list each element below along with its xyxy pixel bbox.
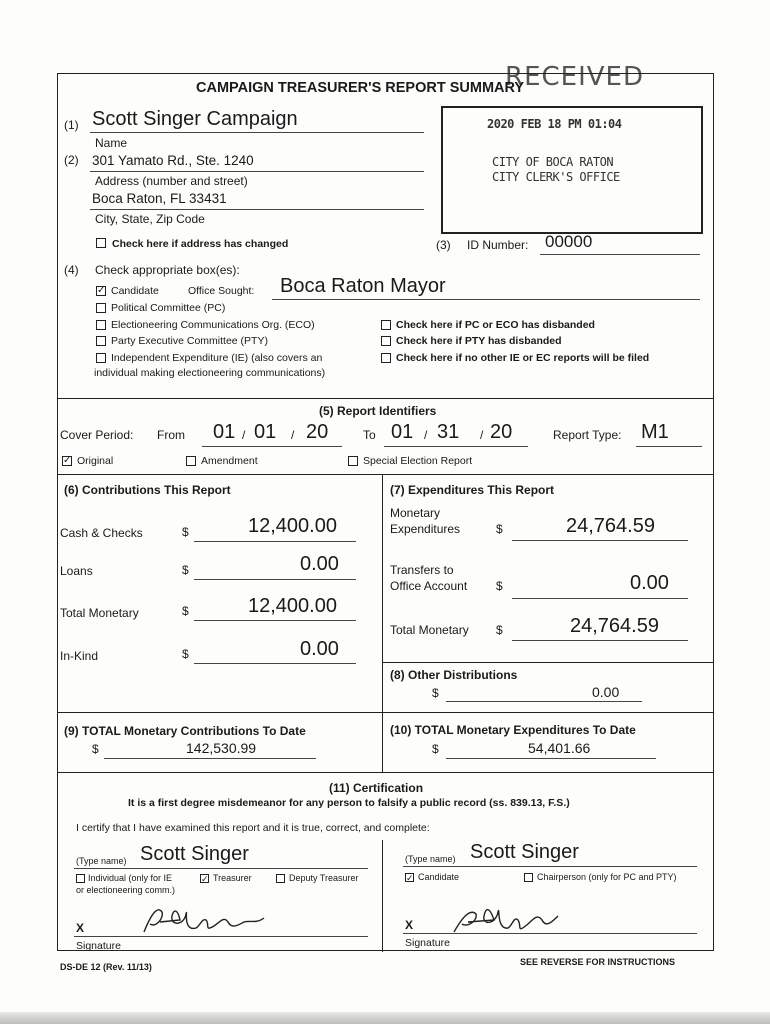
chairperson-label: Chairperson (only for PC and PTY) — [537, 872, 677, 882]
section2-number: (2) — [64, 153, 79, 167]
total-contrib-underline — [194, 620, 356, 621]
report-type-label: Report Type: — [553, 428, 622, 442]
original-label: Original — [77, 455, 114, 467]
form-title: CAMPAIGN TREASURER'S REPORT SUMMARY — [196, 80, 525, 96]
individual-checkbox[interactable] — [76, 874, 85, 883]
cert-candidate-label: Candidate — [418, 872, 460, 882]
monetary-exp-value[interactable]: 24,764.59 — [566, 515, 655, 537]
special-election-label: Special Election Report — [363, 455, 473, 467]
deputy-treasurer-checkbox[interactable] — [276, 874, 285, 883]
misdemeanor-warning: It is a first degree misdemeanor for any person to falsify a public record (ss. 839.13, F.S.) — [128, 797, 570, 809]
name-label: Name — [95, 136, 128, 150]
cover-period-label: Cover Period: — [60, 428, 134, 442]
name-underline — [90, 132, 424, 133]
amendment-checkbox[interactable] — [186, 456, 196, 466]
transfers-value[interactable]: 0.00 — [630, 572, 669, 594]
original-checkbox[interactable]: ✓ — [63, 455, 72, 466]
report-type-underline — [636, 446, 702, 447]
in-kind-dollar: $ — [182, 647, 189, 661]
total-monetary-contrib-label: Total Monetary — [60, 606, 139, 620]
to-month[interactable]: 01 — [391, 421, 414, 443]
monetary-exp-label2: Expenditures — [390, 522, 461, 536]
id-underline — [540, 254, 700, 255]
individual-label: Individual (only for IE — [88, 873, 173, 883]
to-day[interactable]: 31 — [437, 421, 460, 443]
city-label: City, State, Zip Code — [95, 212, 205, 226]
section8-heading: (8) Other Distributions — [390, 668, 518, 682]
office-sought-value[interactable]: Boca Raton Mayor — [280, 275, 446, 297]
received-stamp: RECEIVED — [505, 62, 644, 92]
contrib-to-date-underline — [104, 758, 316, 759]
left-name-underline — [74, 868, 368, 869]
section9-heading: (9) TOTAL Monetary Contributions To Date — [64, 724, 306, 738]
in-kind-label: In-Kind — [60, 649, 99, 663]
cash-underline — [194, 541, 356, 542]
no-other-reports-label: Check here if no other IE or EC reports will be filed — [396, 352, 650, 364]
pty-checkbox[interactable] — [96, 336, 106, 346]
total-monetary-exp-value[interactable]: 24,764.59 — [570, 615, 659, 637]
from-slash2: / — [291, 428, 295, 442]
in-kind-underline — [194, 663, 356, 664]
exp-to-date-underline — [446, 758, 656, 759]
right-signature-x: X — [405, 918, 414, 932]
ie-label-continued: individual making electioneering communications) — [94, 367, 326, 379]
deputy-treasurer-label: Deputy Treasurer — [289, 873, 359, 883]
total-contrib-dollar: $ — [182, 604, 189, 618]
city-value[interactable]: Boca Raton, FL 33431 — [92, 191, 227, 206]
pc-disbanded-label: Check here if PC or ECO has disbanded — [396, 319, 595, 331]
address-changed-label: Check here if address has changed — [112, 238, 289, 250]
office-underline — [272, 299, 700, 300]
cert-candidate-checkbox[interactable]: ✓ — [406, 873, 414, 883]
eco-label: Electioneering Communications Org. (ECO) — [111, 319, 315, 331]
pty-label: Party Executive Committee (PTY) — [111, 335, 268, 347]
to-label: To — [363, 428, 376, 442]
pty-disbanded-checkbox[interactable] — [381, 336, 391, 346]
right-type-name-label: (Type name) — [405, 854, 456, 864]
pc-disbanded-checkbox[interactable] — [381, 320, 391, 330]
eco-checkbox[interactable] — [96, 320, 106, 330]
divider-9-10 — [382, 712, 383, 772]
from-underline — [202, 446, 342, 447]
cash-checks-label: Cash & Checks — [60, 526, 143, 540]
to-slash2: / — [480, 428, 484, 442]
cash-checks-value[interactable]: 12,400.00 — [248, 515, 337, 537]
candidate-name[interactable]: Scott Singer — [470, 841, 579, 863]
monetary-exp-label: Monetary — [390, 506, 441, 520]
to-underline — [384, 446, 528, 447]
special-election-checkbox[interactable] — [348, 456, 358, 466]
id-number-label: ID Number: — [467, 238, 529, 252]
loans-value[interactable]: 0.00 — [300, 553, 339, 575]
right-name-underline — [403, 866, 697, 867]
scan-edge — [0, 1012, 770, 1024]
total-contrib-to-date-value[interactable]: 142,530.99 — [186, 740, 257, 756]
to-year[interactable]: 20 — [490, 421, 513, 443]
other-dist-underline — [446, 701, 642, 702]
divider-section5 — [57, 398, 714, 399]
divider-section8 — [382, 662, 714, 663]
candidate-checkbox[interactable]: ✓ — [97, 285, 106, 296]
section3-number: (3) — [436, 238, 451, 252]
from-month[interactable]: 01 — [213, 421, 236, 443]
office-sought-label: Office Sought: — [188, 285, 255, 297]
report-type-value[interactable]: M1 — [641, 421, 669, 443]
section11-heading: (11) Certification — [329, 781, 424, 795]
section6-heading: (6) Contributions This Report — [64, 483, 231, 497]
individual-label-continued: or electioneering comm.) — [76, 885, 176, 895]
pc-checkbox[interactable] — [96, 303, 106, 313]
monetary-exp-underline — [512, 540, 688, 541]
ie-label: Independent Expenditure (IE) (also covers an — [111, 352, 323, 364]
candidate-signature[interactable] — [450, 898, 570, 942]
stamp-office: CITY CLERK'S OFFICE — [492, 170, 620, 184]
section4-heading: Check appropriate box(es): — [95, 263, 240, 277]
right-signature-underline — [403, 933, 697, 934]
left-signature-underline — [74, 936, 368, 937]
divider-section6 — [57, 474, 714, 475]
address-label: Address (number and street) — [95, 174, 248, 188]
monetary-exp-dollar: $ — [496, 522, 503, 536]
stamp-city: CITY OF BOCA RATON — [492, 155, 614, 169]
address-underline — [90, 171, 424, 172]
form-id: DS-DE 12 (Rev. 11/13) — [60, 962, 152, 972]
left-signature-label: Signature — [76, 940, 121, 952]
transfers-dollar: $ — [496, 579, 503, 593]
in-kind-value[interactable]: 0.00 — [300, 638, 339, 660]
to-slash1: / — [424, 428, 428, 442]
amendment-label: Amendment — [201, 455, 258, 467]
treasurer-checkbox[interactable]: ✓ — [201, 874, 209, 884]
transfers-label2: Office Account — [390, 579, 468, 593]
total-exp-to-date-dollar: $ — [432, 742, 439, 756]
from-slash1: / — [242, 428, 246, 442]
id-number-value[interactable]: 00000 — [545, 232, 593, 251]
total-exp-to-date-value[interactable]: 54,401.66 — [528, 740, 591, 756]
pty-disbanded-label: Check here if PTY has disbanded — [396, 335, 562, 347]
address-value[interactable]: 301 Yamato Rd., Ste. 1240 — [92, 153, 254, 168]
footer-instructions: SEE REVERSE FOR INSTRUCTIONS — [520, 957, 676, 967]
treasurer-name[interactable]: Scott Singer — [140, 843, 249, 865]
section10-heading: (10) TOTAL Monetary Expenditures To Date — [390, 723, 636, 737]
loans-label: Loans — [60, 564, 93, 578]
from-year[interactable]: 20 — [306, 421, 329, 443]
certify-statement: I certify that I have examined this report and it is true, correct, and complete: — [76, 822, 430, 834]
treasurer-label: Treasurer — [213, 873, 252, 883]
from-label: From — [157, 428, 185, 442]
left-type-name-label: (Type name) — [76, 856, 127, 866]
other-distributions-value[interactable]: 0.00 — [592, 684, 620, 700]
divider-section11 — [57, 772, 714, 773]
from-day[interactable]: 01 — [254, 421, 277, 443]
section1-number: (1) — [64, 118, 79, 132]
address-changed-checkbox[interactable] — [96, 238, 106, 248]
total-exp-dollar: $ — [496, 623, 503, 637]
section7-heading: (7) Expenditures This Report — [390, 483, 555, 497]
divider-section9 — [57, 712, 714, 713]
stamp-date: 2020 FEB 18 PM 01:04 — [487, 117, 622, 131]
left-signature-x: X — [76, 921, 85, 935]
no-other-reports-checkbox[interactable] — [381, 353, 391, 363]
section4-number: (4) — [64, 263, 79, 277]
total-monetary-exp-label: Total Monetary — [390, 623, 469, 637]
loans-dollar: $ — [182, 563, 189, 577]
divider-6-7 — [382, 474, 383, 712]
city-underline — [90, 209, 424, 210]
ie-checkbox[interactable] — [96, 353, 106, 363]
name-value[interactable]: Scott Singer Campaign — [92, 108, 298, 130]
section5-heading: (5) Report Identifiers — [319, 404, 437, 418]
cash-dollar: $ — [182, 525, 189, 539]
divider-signatures — [382, 840, 383, 952]
loans-underline — [194, 579, 356, 580]
pc-label: Political Committee (PC) — [111, 302, 226, 314]
right-signature-label: Signature — [405, 937, 450, 949]
total-exp-underline — [512, 640, 688, 641]
total-contrib-to-date-dollar: $ — [92, 742, 99, 756]
total-monetary-contrib-value[interactable]: 12,400.00 — [248, 595, 337, 617]
chairperson-checkbox[interactable] — [524, 873, 533, 882]
candidate-label: Candidate — [111, 285, 159, 297]
transfers-underline — [512, 598, 688, 599]
transfers-label: Transfers to — [390, 563, 454, 577]
other-dist-dollar: $ — [432, 686, 439, 700]
